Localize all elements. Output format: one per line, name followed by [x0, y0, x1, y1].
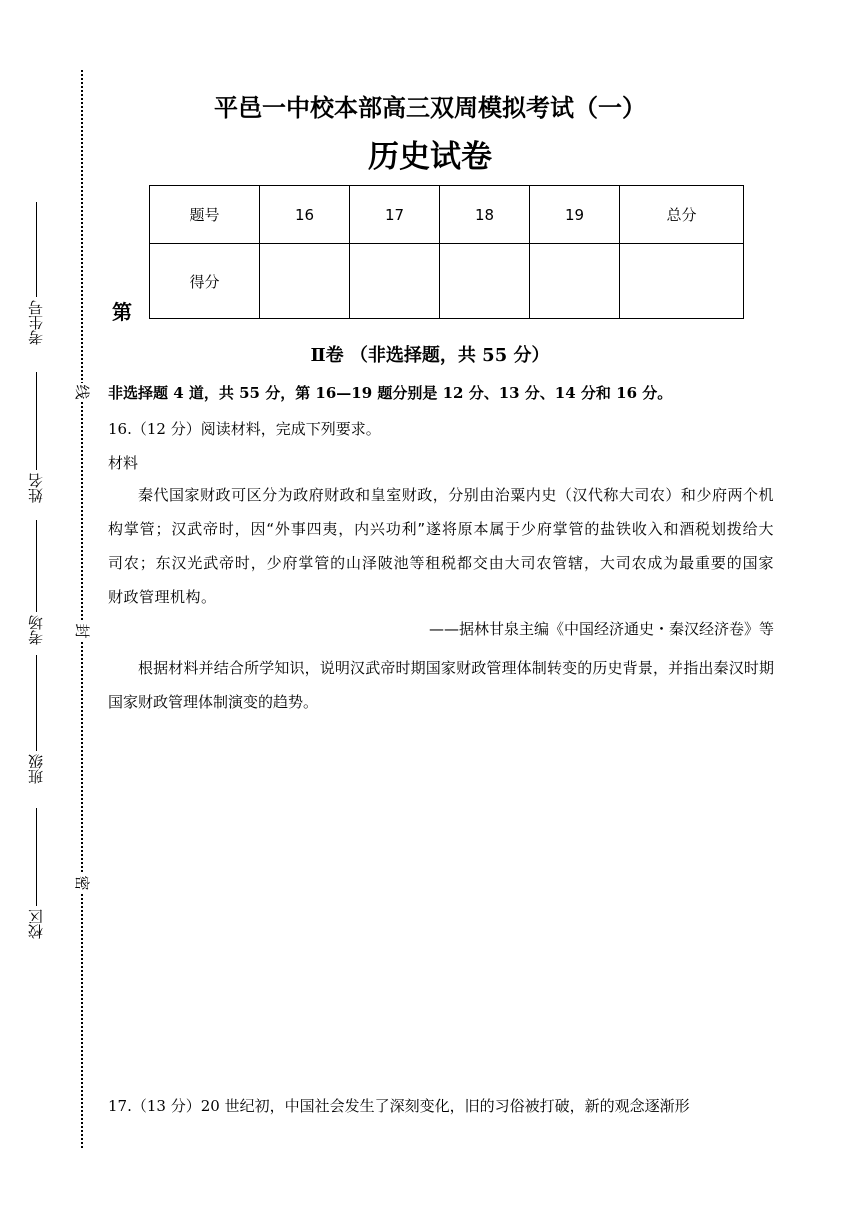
exam-room-field[interactable]: [25, 520, 47, 648]
name-label: 姓名: [27, 473, 45, 503]
binding-dotted-line: [81, 70, 83, 1148]
q16-stem: 16.（12 分）阅读材料，完成下列要求。: [108, 420, 381, 438]
header-cell-19: 19: [530, 186, 620, 244]
score-table-header-row: [150, 186, 744, 244]
candidate-number-underline: [36, 202, 37, 297]
q16-material-label: 材料: [108, 454, 139, 472]
cut-mark-secret: 密: [73, 875, 91, 891]
class-field[interactable]: [25, 655, 47, 787]
score-cell-17[interactable]: [350, 244, 440, 319]
score-cell-19[interactable]: [530, 244, 620, 319]
section-title: Ⅱ卷 （非选择题，共 55 分）: [310, 345, 550, 366]
exam-room-underline: [36, 520, 37, 612]
section-instructions: 非选择题 4 道，共 55 分，第 16—19 题分别是 12 分、13 分、14 分和 16 分。: [108, 384, 673, 402]
score-cell-16[interactable]: [260, 244, 350, 319]
name-underline: [36, 372, 37, 470]
score-row-label: 得分: [150, 244, 260, 319]
q16-source: ——据林甘泉主编《中国经济通史・秦汉经济卷》等: [428, 620, 774, 638]
class-underline: [36, 655, 37, 751]
score-table: [149, 185, 744, 319]
exam-room-label: 考场: [27, 615, 45, 645]
campus-underline: [36, 808, 37, 906]
name-field[interactable]: [25, 372, 47, 506]
score-cell-18[interactable]: [440, 244, 530, 319]
header-cell-16: 16: [260, 186, 350, 244]
exam-title: 平邑一中校本部高三双周模拟考试（一）: [214, 93, 646, 122]
subject-title: 历史试卷: [368, 139, 492, 175]
q16-requirement: 根据材料并结合所学知识，说明汉武帝时期国家财政管理体制转变的历史背景，并指出秦汉时期国家财政管理体制演变的趋势。: [108, 659, 774, 711]
header-cell-17: 17: [350, 186, 440, 244]
q16-answer-area[interactable]: [108, 720, 774, 1080]
campus-label: 校区: [27, 909, 45, 939]
score-table-score-row: [150, 244, 744, 319]
score-cell-total[interactable]: [620, 244, 744, 319]
cut-mark-seal: 封: [73, 623, 91, 639]
header-cell-18: 18: [440, 186, 530, 244]
cut-mark-line: 线: [73, 384, 91, 400]
candidate-number-label: 考生号: [27, 300, 45, 345]
side-char: 第: [112, 300, 132, 324]
q17-stem: 17.（13 分）20 世纪初，中国社会发生了深刻变化，旧的习俗被打破，新的观念逐渐形: [108, 1097, 690, 1115]
header-cell-question: 题号: [150, 186, 260, 244]
header-cell-total: 总分: [620, 186, 744, 244]
class-label: 班级: [27, 754, 45, 784]
q16-material-text: 秦代国家财政可区分为政府财政和皇室财政，分别由治粟内史（汉代称大司农）和少府两个机构掌管；汉武帝时，因“外事四夷，内兴功利”遂将原本属于少府掌管的盐铁收入和酒税划拨给大司农；东汉光武帝时，少府掌管的山泽陂池等租税都交由大司农管辖，大司农成为最重要的国家财政管理机构。: [108, 486, 774, 606]
candidate-number-field[interactable]: [25, 202, 47, 348]
campus-field[interactable]: [25, 808, 47, 942]
